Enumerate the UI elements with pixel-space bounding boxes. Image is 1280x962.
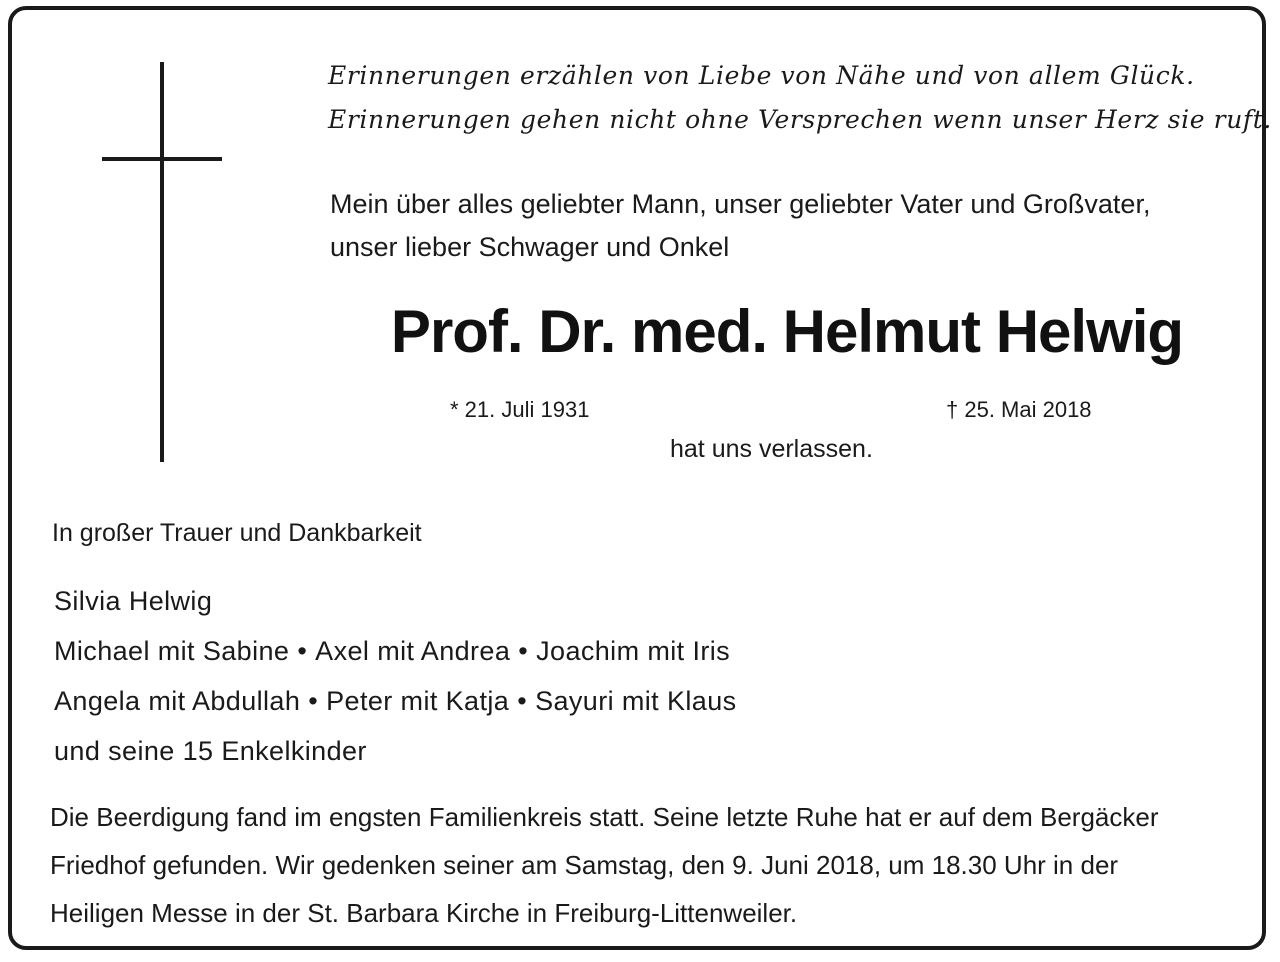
family-member: Axel mit Andrea (315, 636, 511, 666)
bullet-separator: • (518, 636, 529, 666)
cross-vertical-bar (160, 62, 164, 462)
birth-date: * 21. Juli 1931 (450, 397, 590, 422)
poem-line-2: Erinnerungen gehen nicht ohne Versprechen wenn unser Herz sie ruft. (328, 105, 1272, 134)
family-line-1: Silvia Helwig (54, 586, 213, 616)
family-member: Michael mit Sabine (54, 636, 290, 666)
cross-icon (102, 62, 222, 462)
deceased-name: Prof. Dr. med. Helmut Helwig (390, 298, 1184, 365)
family-member: Peter mit Katja (326, 686, 510, 716)
family-member: Angela mit Abdullah (54, 686, 301, 716)
passed-away-text: hat uns verlassen. (670, 435, 873, 463)
cross-horizontal-bar (102, 157, 222, 161)
family-line-4: und seine 15 Enkelkinder (54, 736, 367, 766)
death-date: † 25. Mai 2018 (946, 397, 1092, 422)
family-member: Sayuri mit Klaus (535, 686, 737, 716)
intro-text (330, 183, 1260, 269)
mourning-line: In großer Trauer und Dankbarkeit (52, 519, 422, 547)
bullet-separator: • (517, 686, 528, 716)
funeral-line-3: Heiligen Messe in der St. Barbara Kirche in Freiburg-Littenweiler. (50, 898, 798, 928)
family-list (54, 576, 954, 776)
memorial-poem (328, 54, 1272, 142)
funeral-line-1: Die Beerdigung fand im engsten Familienkreis statt. Seine letzte Ruhe hat er auf dem Bergäcker (50, 802, 1159, 832)
bullet-separator: • (297, 636, 308, 666)
family-member: Joachim mit Iris (536, 636, 731, 666)
funeral-line-2: Friedhof gefunden. Wir gedenken seiner am Samstag, den 9. Juni 2018, um 18.30 Uhr in der (50, 850, 1119, 880)
bullet-separator: • (308, 686, 319, 716)
intro-line-2: unser lieber Schwager und Onkel (330, 232, 730, 262)
intro-line-1: Mein über alles geliebter Mann, unser geliebter Vater und Großvater, (330, 189, 1151, 219)
family-line-3 (54, 676, 954, 726)
poem-line-1: Erinnerungen erzählen von Liebe von Nähe und von allem Glück. (328, 61, 1195, 90)
family-line-2 (54, 626, 954, 676)
obituary-frame (8, 6, 1272, 950)
funeral-notice (50, 793, 1260, 937)
